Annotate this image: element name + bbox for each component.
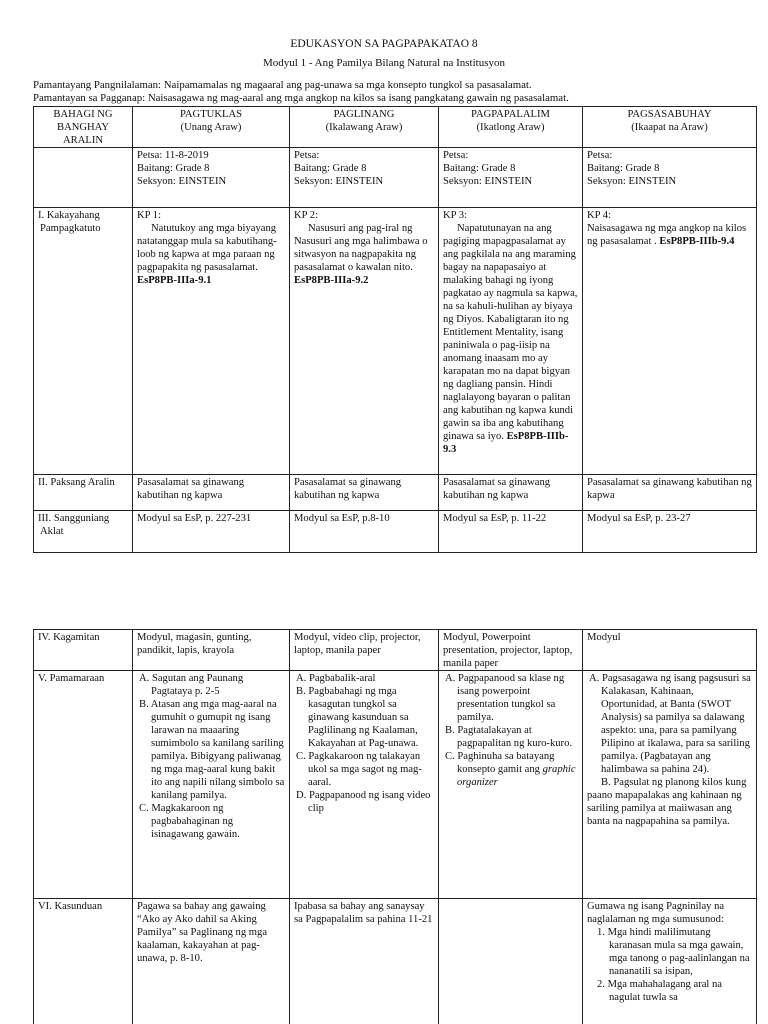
date-text: Petsa: xyxy=(587,150,613,162)
procedure-step: A. Pagbabalik-aral xyxy=(296,673,376,685)
header-row xyxy=(34,107,757,148)
date-text: Petsa: xyxy=(443,150,469,162)
procedure-step: B. Pagtatalakayan at pagpapalitan ng kuro-kuro. xyxy=(445,725,573,750)
kp-cell-4 xyxy=(583,208,757,475)
competency-code: EsP8PB-IIIa-9.1 xyxy=(137,275,212,287)
row-label: III. Sangguniang Aklat xyxy=(34,511,133,553)
header-cell-day-4 xyxy=(583,107,757,148)
kasunduan-cell-4 xyxy=(583,899,757,1024)
info-label-cell xyxy=(34,148,133,208)
sanggunian-row xyxy=(34,511,757,553)
section-text: Seksyon: EINSTEIN xyxy=(294,176,384,188)
reflection-item: 2. Mga mahahalagang aral na nagulat tuwla sa xyxy=(597,979,723,1004)
procedure-step-emphasis: graphic organizer xyxy=(457,764,576,789)
header-cell-day-3 xyxy=(439,107,583,148)
procedure-step: D. Pagpapanood ng isang video clip xyxy=(296,790,431,815)
pamamaraan-cell-2 xyxy=(290,671,439,899)
procedure-step xyxy=(443,750,578,789)
kp-label: KP 4: xyxy=(587,210,612,222)
kasunduan-cell-1: Pagawa sa bahay ang gawaing “Ako ay Ako dahil sa Aking Pamilya” sa Paglinang ng mga kaalaman, kakayahan at pag-unawa, p. 8-10. xyxy=(133,899,290,1024)
section-text: Seksyon: EINSTEIN xyxy=(587,176,677,188)
kasunduan-cell-2: Ipabasa sa bahay ang sanaysay sa Pagpapalalim sa pahina 11-21 xyxy=(290,899,439,1024)
competency-code: EsP8PB-IIIa-9.2 xyxy=(294,275,369,287)
lesson-plan-table-top xyxy=(33,106,757,553)
grade-text: Baitang: Grade 8 xyxy=(294,163,367,175)
row-label: I. Kakayahang Pampagkatuto xyxy=(34,208,133,475)
competency-code: EsP8PB-IIIb-9.3 xyxy=(443,431,569,456)
grade-text: Baitang: Grade 8 xyxy=(137,163,210,175)
row-label: VI. Kasunduan xyxy=(34,899,133,1024)
procedure-step: A. Pagsasagawa ng isang pagsusuri sa Kalakasan, Kahinaan, Oportunidad, at Banta (SWOT Analysis) sa pamilya sa dalawang aspekto: una, para sa pamilyang Pilipino at ikalawa, para sa sariling pamilya. (Pagbatayan ang halimbawa sa pahina 24). xyxy=(589,673,751,776)
procedure-step: B. Atasan ang mga mag-aaral na gumuhit o gumupit ng isang larawan na maaaring sumimbolo sa kanilang sariling pamilya. Bibigyang paliwanag ng mga mag-aaral kung bakit ito ang napili nilang simbolo sa kanilang pamilya. xyxy=(139,699,285,802)
info-cell xyxy=(583,148,757,208)
info-row xyxy=(34,148,757,208)
kp-label: KP 2: xyxy=(294,210,319,222)
kagamitan-row xyxy=(34,630,757,671)
pamamaraan-cell-4 xyxy=(583,671,757,899)
sanggunian-cell: Modyul sa EsP, p. 227-231 xyxy=(133,511,290,553)
paksa-cell: Pasasalamat sa ginawang kabutihan ng kapwa xyxy=(439,475,583,511)
kp-text xyxy=(587,222,752,248)
info-cell xyxy=(133,148,290,208)
pamamaraan-row xyxy=(34,671,757,899)
header-cell-day-1 xyxy=(133,107,290,148)
procedure-step-text: C. Paghinuha sa batayang konsepto gamit ang xyxy=(445,751,555,776)
procedure-step: A. Sagutan ang Paunang Pagtataya p. 2-5 xyxy=(139,673,244,698)
pamamaraan-cell-1 xyxy=(133,671,290,899)
date-text: Petsa: xyxy=(294,150,320,162)
kp-description: Natutukoy ang mga biyayang natatanggap mula sa kabutihang-loob ng kapwa at mga paraan ng pagpapakita ng pasasalamat. xyxy=(137,223,277,274)
kp-text xyxy=(443,222,578,456)
day-label: (Ikalawang Araw) xyxy=(325,122,403,134)
day-label: (Unang Araw) xyxy=(180,122,242,134)
procedure-step: C. Magkakaroon ng pagbabahaginan ng isinagawang gawain. xyxy=(139,803,240,841)
grade-text: Baitang: Grade 8 xyxy=(443,163,516,175)
kasunduan-cell-3 xyxy=(439,899,583,1024)
content-standard: Pamantayang Pangnilalaman: Naipamamalas ng magaaral ang pag-unawa sa mga konsepto tungkol sa pasasalamat. xyxy=(33,79,532,91)
kp-label: KP 1: xyxy=(137,210,162,222)
row-label: II. Paksang Aralin xyxy=(34,475,133,511)
kakayahan-row xyxy=(34,208,757,475)
day-name: PAGLINANG xyxy=(333,109,395,120)
module-subtitle: Modyul 1 - Ang Pamilya Bilang Natural na Institusyon xyxy=(263,57,505,69)
lesson-plan-table-bottom xyxy=(33,629,757,1024)
performance-standard: Pamantayan sa Pagganap: Naisasagawa ng mag-aaral ang mga angkop na kilos sa isang pangkatang gawain ng pasasalamat. xyxy=(33,92,569,105)
procedure-step: B. Pagbabahagi ng mga kasagutan tungkol sa ginawang kasunduan sa Paglilinang ng Kaalaman, Kakayahan at Pag-unawa. xyxy=(296,686,419,750)
section-text: Seksyon: EINSTEIN xyxy=(443,176,533,188)
procedure-step: C. Pagkakaroon ng talakayan ukol sa mga sagot ng mag-aaral. xyxy=(296,751,422,789)
row-label: V. Pamamaraan xyxy=(34,671,133,899)
kp-description: Napatutunayan na ang pagiging mapagpasalamat ay ang pagkilala na ang maraming bagay na napapasaiyo at malaking bahagi ng iyong pagkatao ay nagmula sa kapwa, na sa kahuli-hulihan ay biyaya ng Diyos. Kabaligtaran ito ng Entitlement Mentality, isang paniniwala o pag-iisip na anomang inaasam mo ay karapatan mo na dapat bigyan ng dagliang pansin. Hindi naglalayong bayaran o palitan ang kabutihan ng kapwa kundi gawin sa iba ang kabutihang ginawa sa iyo. xyxy=(443,223,578,443)
kagamitan-cell: Modyul, video clip, projector, laptop, manila paper xyxy=(290,630,439,671)
info-cell xyxy=(439,148,583,208)
kp-text xyxy=(294,222,434,274)
paksa-cell: Pasasalamat sa ginawang kabutihan ng kapwa xyxy=(133,475,290,511)
day-label: (Ikaapat na Araw) xyxy=(631,122,708,134)
kagamitan-cell: Modyul, Powerpoint presentation, projector, laptop, manila paper xyxy=(439,630,583,671)
pamamaraan-cell-3 xyxy=(439,671,583,899)
reflection-intro: Gumawa ng isang Pagninilay na naglalaman ng mga sumusunod: xyxy=(587,901,725,926)
info-cell xyxy=(290,148,439,208)
row-label: IV. Kagamitan xyxy=(34,630,133,671)
procedure-step: B. Pagsulat ng planong kilos kung paano mapapalakas ang kahinaan ng sariling pamilya at maiiwasan ang banta na nagpapahina sa pamilya. xyxy=(587,777,747,828)
day-label: (Ikatlong Araw) xyxy=(476,122,545,134)
procedure-step: A. Pagpapanood sa klase ng isang powerpoint presentation tungkol sa pamilya. xyxy=(445,673,565,724)
header-cell-bahagi: BAHAGI NG BANGHAY ARALIN xyxy=(34,107,133,148)
grade-text: Baitang: Grade 8 xyxy=(587,163,660,175)
competency-code: EsP8PB-IIIb-9.4 xyxy=(659,236,735,248)
kp-text xyxy=(137,222,285,287)
header-cell-day-2 xyxy=(290,107,439,148)
sanggunian-cell: Modyul sa EsP, p.8-10 xyxy=(290,511,439,553)
kagamitan-cell: Modyul, magasin, gunting, pandikit, lapis, krayola xyxy=(133,630,290,671)
kasunduan-row xyxy=(34,899,757,1024)
kp-description: Nasusuri ang pag-iral ng Nasusuri ang mga halimbawa o sitwasyon na nagpapakita ng pasasalamat o kawalan nito. xyxy=(294,223,428,274)
day-name: PAGSASABUHAY xyxy=(627,109,712,120)
kp-label: KP 3: xyxy=(443,210,468,222)
standards-block xyxy=(33,79,753,105)
date-text: Petsa: 11-8-2019 xyxy=(137,150,209,162)
day-name: PAGPAPALALIM xyxy=(471,109,550,120)
sanggunian-cell: Modyul sa EsP, p. 11-22 xyxy=(439,511,583,553)
paksa-cell: Pasasalamat sa ginawang kabutihan ng kapwa xyxy=(290,475,439,511)
section-text: Seksyon: EINSTEIN xyxy=(137,176,227,188)
sanggunian-cell: Modyul sa EsP, p. 23-27 xyxy=(583,511,757,553)
kp-cell-2 xyxy=(290,208,439,475)
paksa-row xyxy=(34,475,757,511)
reflection-item: 1. Mga hindi malilimutang karanasan mula sa mga gawain, mga tanong o pag-aalinlangan na nananatili sa isipan, xyxy=(597,927,750,978)
document-title: EDUKASYON SA PAGPAPAKATAO 8 xyxy=(290,38,478,50)
paksa-cell: Pasasalamat sa ginawang kabutihan ng kapwa xyxy=(583,475,757,511)
kagamitan-cell: Modyul xyxy=(583,630,757,671)
kp-cell-1 xyxy=(133,208,290,475)
kp-description: Naisasagawa ng mga angkop na kilos ng pasasalamat . xyxy=(587,223,747,248)
kp-cell-3 xyxy=(439,208,583,475)
day-name: PAGTUKLAS xyxy=(179,109,242,120)
